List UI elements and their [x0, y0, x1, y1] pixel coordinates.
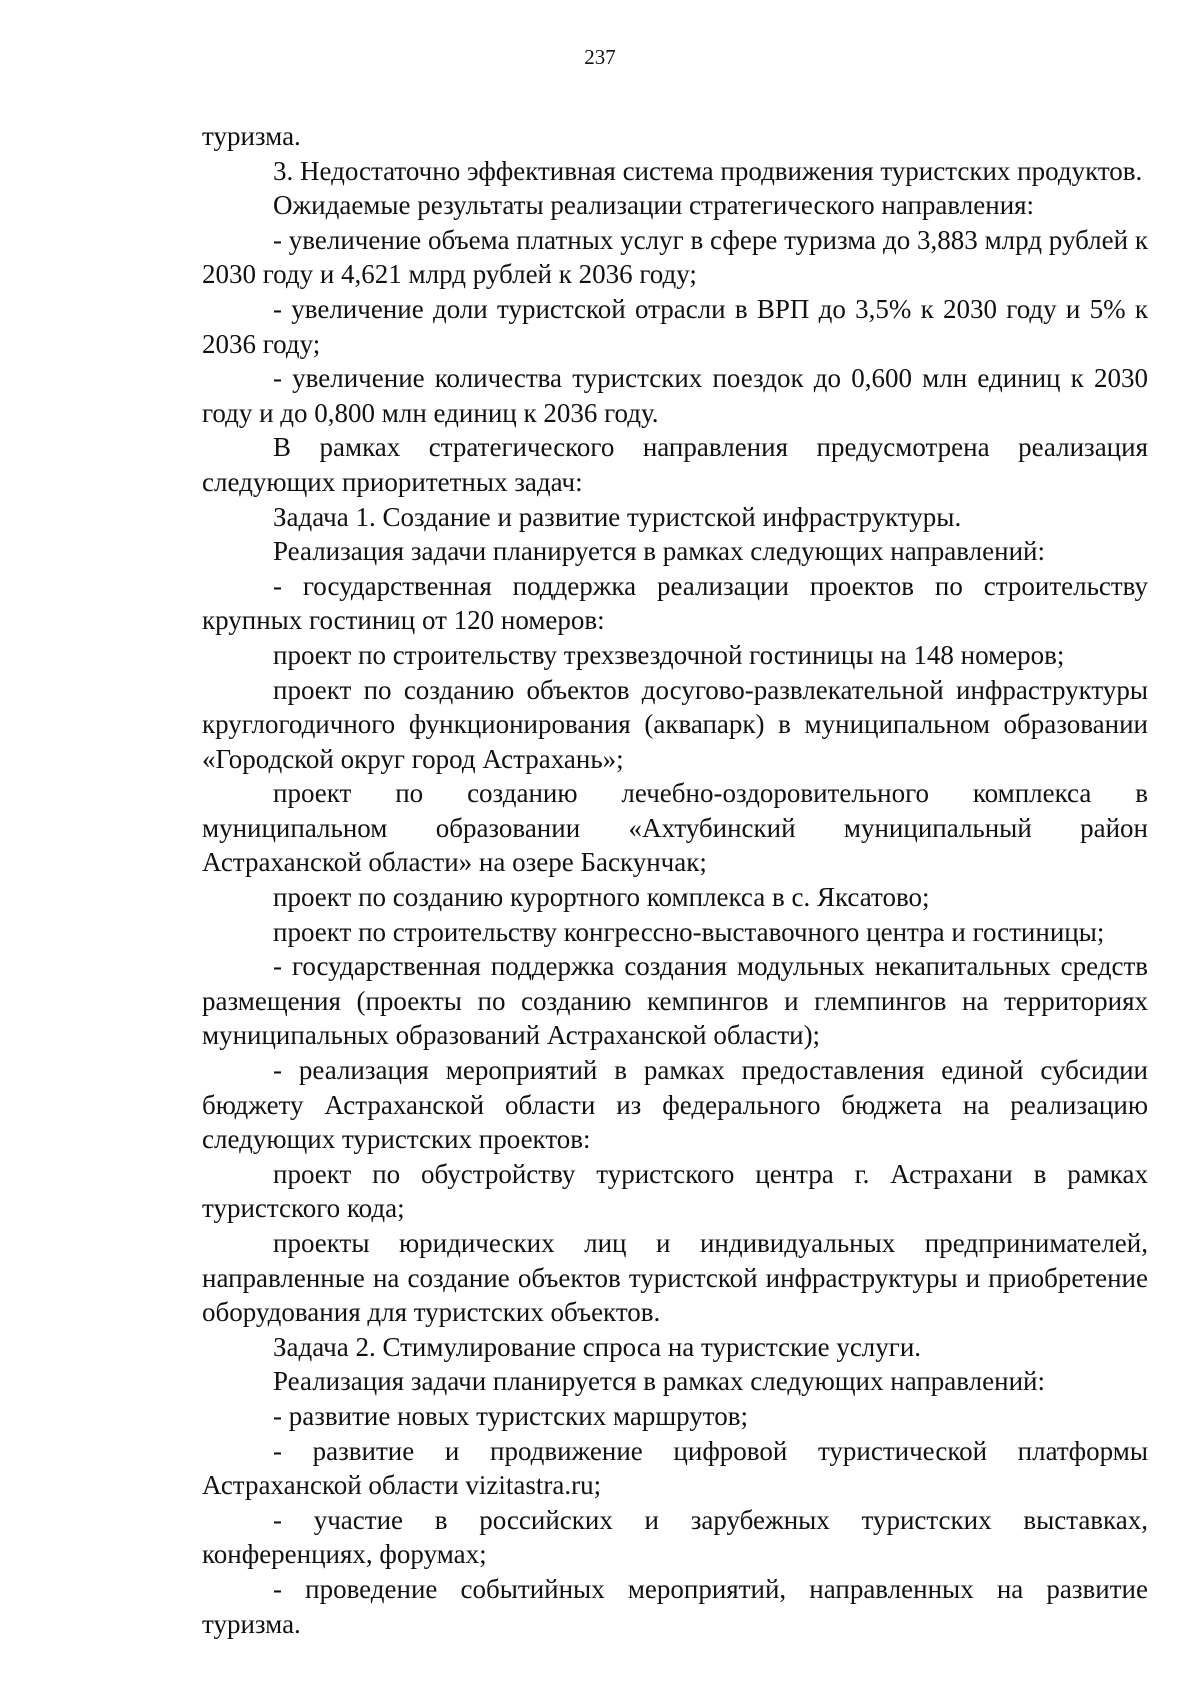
- paragraph-20: Задача 2. Стимулирование спроса на туристские услуги.: [273, 1331, 922, 1362]
- paragraph-7: В рамках стратегического направления предусмотрена реализация следующих приоритетных задач:: [202, 432, 1148, 497]
- document-body: [202, 119, 1148, 1641]
- paragraph-9: Реализация задачи планируется в рамках следующих направлений:: [273, 536, 1045, 567]
- paragraph-16: - государственная поддержка создания модульных некапитальных средств размещения (проекты по созданию кемпингов и глемпингов на территориях муниципальных образований Астраханской области);: [202, 951, 1148, 1051]
- paragraph-3: Ожидаемые результаты реализации стратегического направления:: [273, 190, 1035, 221]
- paragraph-5: - увеличение доли туристской отрасли в ВРП до 3,5% к 2030 году и 5% к 2036 году;: [202, 293, 1148, 359]
- paragraph-22: - развитие новых туристских маршрутов;: [273, 1400, 748, 1431]
- paragraph-10: - государственная поддержка реализации проектов по строительству крупных гостиниц от 120 номеров:: [202, 570, 1148, 636]
- page-number: 237: [584, 45, 616, 69]
- paragraph-13: проект по созданию лечебно-оздоровительного комплекса в муниципальном образовании «Ахтубинский муниципальный район Астраханской области» на озере Баскунчак;: [202, 778, 1148, 878]
- paragraph-15: проект по строительству конгрессно-выставочного центра и гостиницы;: [273, 916, 1105, 947]
- paragraph-12: проект по созданию объектов досугово-развлекательной инфраструктуры круглогодичного функционирования (аквапарк) в муниципальном образовании «Городской округ город Астрахань»;: [202, 674, 1148, 774]
- paragraph-17: - реализация мероприятий в рамках предоставления единой субсидии бюджету Астраханской области из федерального бюджета на реализацию следующих туристских проектов:: [202, 1055, 1148, 1155]
- paragraph-14: проект по созданию курортного комплекса в с. Яксатово;: [273, 882, 930, 913]
- paragraph-4: - увеличение объема платных услуг в сфере туризма до 3,883 млрд рублей к 2030 году и 4,621 млрд рублей к 2036 году;: [202, 224, 1148, 290]
- paragraph-2: 3. Недостаточно эффективная система продвижения туристских продуктов.: [273, 155, 1143, 186]
- paragraph-8: Задача 1. Создание и развитие туристской инфраструктуры.: [273, 501, 962, 532]
- paragraph-24: - участие в российских и зарубежных туристских выставках, конференциях, форумах;: [202, 1504, 1148, 1570]
- paragraph-18: проект по обустройству туристского центра г. Астрахани в рамках туристского кода;: [202, 1158, 1148, 1224]
- paragraph-23: - развитие и продвижение цифровой туристической платформы Астраханской области vizitastra.ru;: [202, 1435, 1148, 1501]
- paragraph-21: Реализация задачи планируется в рамках следующих направлений:: [273, 1366, 1045, 1397]
- paragraph-1: туризма.: [202, 121, 301, 151]
- paragraph-25: - проведение событийных мероприятий, направленных на развитие туризма.: [202, 1573, 1148, 1639]
- paragraph-6: - увеличение количества туристских поездок до 0,600 млн единиц к 2030 году и до 0,800 млн единиц к 2036 году.: [202, 363, 1148, 428]
- paragraph-19: проекты юридических лиц и индивидуальных предпринимателей, направленные на создание объектов туристской инфраструктуры и приобретение оборудования для туристских объектов.: [202, 1228, 1148, 1328]
- paragraph-11: проект по строительству трехзвездочной гостиницы на 148 номеров;: [273, 639, 1065, 670]
